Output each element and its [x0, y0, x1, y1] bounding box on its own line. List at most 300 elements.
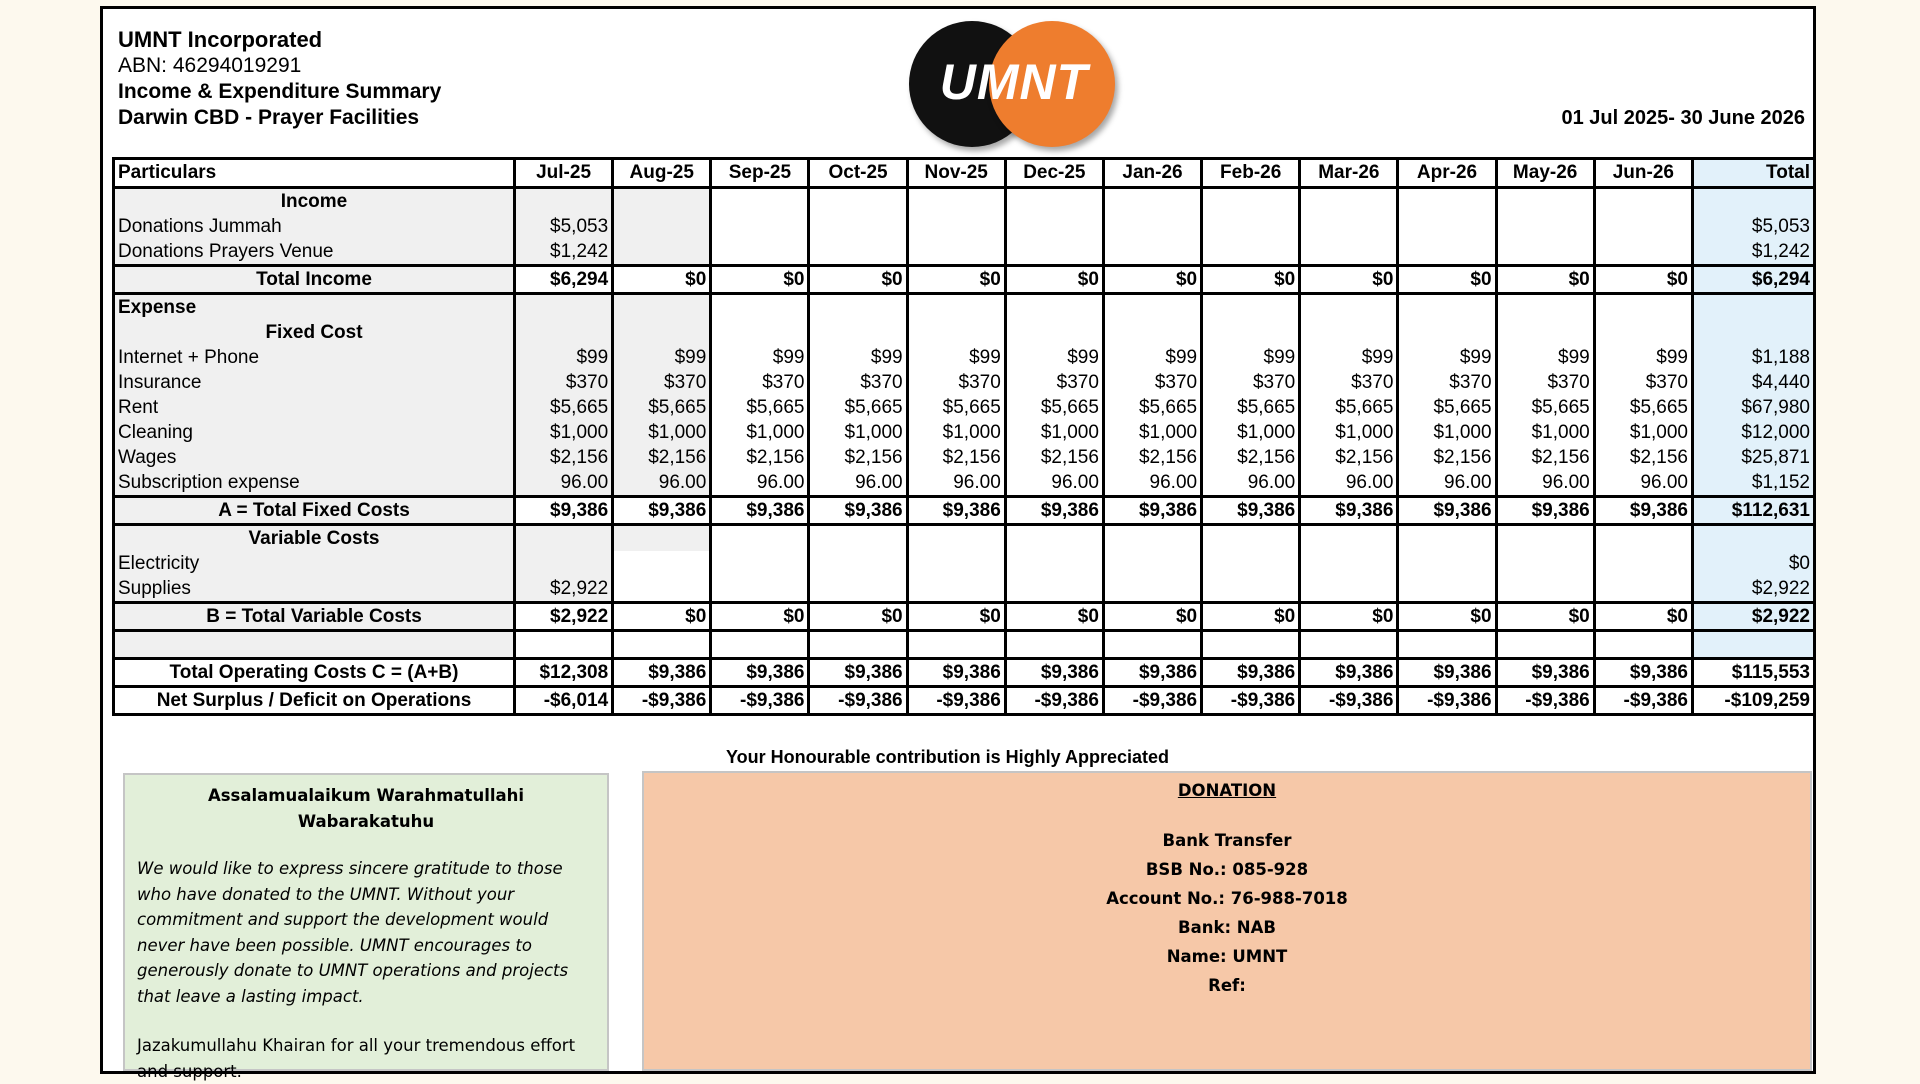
- total-cell: [1693, 631, 1815, 659]
- value-cell: [1496, 239, 1594, 266]
- value-cell: [711, 631, 809, 659]
- row-label: Total Income: [114, 266, 515, 294]
- value-cell: [809, 525, 907, 552]
- row-label: [114, 631, 515, 659]
- table-row: [114, 395, 1815, 420]
- value-cell: $99: [515, 345, 613, 370]
- value-cell: -$6,014: [515, 687, 613, 715]
- table-row: [114, 370, 1815, 395]
- value-cell: [1496, 320, 1594, 345]
- donation-account: Account No.: 76-988-7018: [1106, 889, 1348, 908]
- value-cell: [1005, 576, 1103, 603]
- value-cell: $9,386: [711, 659, 809, 687]
- value-cell: $9,386: [809, 497, 907, 525]
- value-cell: [1496, 188, 1594, 215]
- value-cell: [1300, 525, 1398, 552]
- value-cell: $5,665: [1300, 395, 1398, 420]
- value-cell: [711, 188, 809, 215]
- value-cell: [1594, 320, 1692, 345]
- total-cell: [1693, 294, 1815, 321]
- row-label: A = Total Fixed Costs: [114, 497, 515, 525]
- value-cell: [613, 320, 711, 345]
- value-cell: $2,156: [1202, 445, 1300, 470]
- value-cell: $0: [1005, 266, 1103, 294]
- value-cell: $99: [1005, 345, 1103, 370]
- value-cell: [1300, 188, 1398, 215]
- greeting-box: [123, 773, 609, 1081]
- value-cell: [613, 576, 711, 603]
- value-cell: [613, 188, 711, 215]
- value-cell: $5,665: [1005, 395, 1103, 420]
- table-row: [114, 294, 1815, 321]
- value-cell: $0: [809, 603, 907, 631]
- value-cell: $1,000: [515, 420, 613, 445]
- value-cell: [1398, 294, 1496, 321]
- value-cell: $1,000: [1398, 420, 1496, 445]
- total-cell: [1693, 320, 1815, 345]
- table-row: [114, 631, 1815, 659]
- value-cell: -$9,386: [711, 687, 809, 715]
- value-cell: $0: [1300, 266, 1398, 294]
- value-cell: $9,386: [1496, 497, 1594, 525]
- value-cell: [809, 294, 907, 321]
- value-cell: $2,156: [809, 445, 907, 470]
- value-cell: [1300, 214, 1398, 239]
- value-cell: 96.00: [907, 470, 1005, 497]
- value-cell: $9,386: [1398, 497, 1496, 525]
- value-cell: [515, 320, 613, 345]
- value-cell: $0: [1496, 266, 1594, 294]
- value-cell: $1,000: [1594, 420, 1692, 445]
- value-cell: [515, 525, 613, 552]
- value-cell: $1,000: [711, 420, 809, 445]
- value-cell: -$9,386: [1398, 687, 1496, 715]
- value-cell: [1103, 320, 1201, 345]
- value-cell: [613, 631, 711, 659]
- value-cell: [1398, 551, 1496, 576]
- total-cell: [1693, 525, 1815, 552]
- table-row: [114, 497, 1815, 525]
- value-cell: $5,665: [1398, 395, 1496, 420]
- value-cell: 96.00: [1300, 470, 1398, 497]
- value-cell: $0: [907, 603, 1005, 631]
- value-cell: [1202, 294, 1300, 321]
- value-cell: $1,000: [613, 420, 711, 445]
- value-cell: [1202, 239, 1300, 266]
- value-cell: $99: [1398, 345, 1496, 370]
- value-cell: [613, 239, 711, 266]
- value-cell: [711, 576, 809, 603]
- value-cell: $5,665: [515, 395, 613, 420]
- value-cell: $0: [1398, 266, 1496, 294]
- value-cell: $1,000: [1005, 420, 1103, 445]
- donation-details: [644, 826, 1810, 1000]
- total-cell: $12,000: [1693, 420, 1815, 445]
- value-cell: $370: [613, 370, 711, 395]
- value-cell: $0: [1300, 603, 1398, 631]
- column-header-aug-25: Aug-25: [613, 159, 711, 188]
- total-cell: -$109,259: [1693, 687, 1815, 715]
- total-cell: $25,871: [1693, 445, 1815, 470]
- value-cell: [1202, 525, 1300, 552]
- column-header-nov-25: Nov-25: [907, 159, 1005, 188]
- logo-text: UMNT: [939, 54, 1089, 110]
- value-cell: [613, 214, 711, 239]
- value-cell: $5,665: [1594, 395, 1692, 420]
- value-cell: $9,386: [1496, 659, 1594, 687]
- value-cell: -$9,386: [1300, 687, 1398, 715]
- value-cell: [1594, 525, 1692, 552]
- value-cell: [711, 239, 809, 266]
- value-cell: $99: [907, 345, 1005, 370]
- value-cell: $9,386: [1005, 659, 1103, 687]
- abn: ABN: 46294019291: [118, 54, 302, 77]
- value-cell: [1496, 631, 1594, 659]
- value-cell: [1202, 576, 1300, 603]
- value-cell: $2,922: [515, 603, 613, 631]
- column-header-jan-26: Jan-26: [1103, 159, 1201, 188]
- value-cell: [515, 294, 613, 321]
- value-cell: 96.00: [613, 470, 711, 497]
- value-cell: [1398, 525, 1496, 552]
- value-cell: $9,386: [1103, 497, 1201, 525]
- value-cell: [711, 214, 809, 239]
- greeting-heading: Assalamualaikum Warahmatullahi Wabarakatuhu: [207, 786, 525, 831]
- value-cell: [1398, 214, 1496, 239]
- value-cell: [907, 576, 1005, 603]
- total-cell: $112,631: [1693, 497, 1815, 525]
- value-cell: [907, 214, 1005, 239]
- value-cell: [907, 320, 1005, 345]
- value-cell: $0: [1005, 603, 1103, 631]
- value-cell: $9,386: [1300, 659, 1398, 687]
- row-label: Subscription expense: [114, 470, 515, 497]
- value-cell: -$9,386: [1594, 687, 1692, 715]
- value-cell: $9,386: [1594, 659, 1692, 687]
- value-cell: $1,242: [515, 239, 613, 266]
- value-cell: [1594, 188, 1692, 215]
- total-cell: $1,188: [1693, 345, 1815, 370]
- value-cell: [1202, 631, 1300, 659]
- value-cell: [1103, 551, 1201, 576]
- total-cell: $67,980: [1693, 395, 1815, 420]
- value-cell: $2,156: [1300, 445, 1398, 470]
- donation-name: Name: UMNT: [1166, 947, 1288, 966]
- row-label: Rent: [114, 395, 515, 420]
- donation-bsb: BSB No.: 085-928: [1145, 860, 1309, 879]
- value-cell: [1496, 551, 1594, 576]
- value-cell: [1300, 239, 1398, 266]
- column-header-sep-25: Sep-25: [711, 159, 809, 188]
- value-cell: $99: [1103, 345, 1201, 370]
- value-cell: $99: [613, 345, 711, 370]
- value-cell: -$9,386: [809, 687, 907, 715]
- value-cell: $99: [1594, 345, 1692, 370]
- value-cell: [809, 631, 907, 659]
- value-cell: $12,308: [515, 659, 613, 687]
- donation-box: [642, 771, 1812, 1071]
- table-row: [114, 266, 1815, 294]
- value-cell: $2,156: [907, 445, 1005, 470]
- value-cell: [711, 525, 809, 552]
- row-label: Internet + Phone: [114, 345, 515, 370]
- value-cell: [907, 188, 1005, 215]
- value-cell: 96.00: [1496, 470, 1594, 497]
- table-row: [114, 320, 1815, 345]
- value-cell: $370: [1300, 370, 1398, 395]
- table-row: [114, 525, 1815, 552]
- row-label: Donations Prayers Venue: [114, 239, 515, 266]
- value-cell: [1005, 551, 1103, 576]
- value-cell: $99: [1496, 345, 1594, 370]
- value-cell: $6,294: [515, 266, 613, 294]
- value-cell: [1005, 188, 1103, 215]
- value-cell: [907, 239, 1005, 266]
- value-cell: $0: [711, 266, 809, 294]
- value-cell: [515, 551, 613, 576]
- value-cell: $5,665: [1103, 395, 1201, 420]
- row-label: Fixed Cost: [114, 320, 515, 345]
- value-cell: [711, 294, 809, 321]
- column-header-oct-25: Oct-25: [809, 159, 907, 188]
- donation-method: Bank Transfer: [1162, 831, 1292, 850]
- value-cell: $2,156: [1594, 445, 1692, 470]
- total-cell: $2,922: [1693, 576, 1815, 603]
- table-header-row: [114, 159, 1815, 188]
- value-cell: [809, 239, 907, 266]
- value-cell: [1005, 239, 1103, 266]
- value-cell: [1103, 525, 1201, 552]
- donation-bank: Bank: NAB: [1178, 918, 1276, 937]
- company-block: [118, 27, 441, 131]
- value-cell: [1594, 631, 1692, 659]
- value-cell: $0: [809, 266, 907, 294]
- value-cell: [1594, 239, 1692, 266]
- row-label: Variable Costs: [114, 525, 515, 552]
- value-cell: $5,665: [1496, 395, 1594, 420]
- value-cell: [1398, 239, 1496, 266]
- total-cell: [1693, 188, 1815, 215]
- value-cell: [1496, 525, 1594, 552]
- total-cell: $0: [1693, 551, 1815, 576]
- total-cell: $1,152: [1693, 470, 1815, 497]
- value-cell: $2,156: [1398, 445, 1496, 470]
- table-row: [114, 603, 1815, 631]
- total-cell: $4,440: [1693, 370, 1815, 395]
- total-cell: $115,553: [1693, 659, 1815, 687]
- value-cell: $9,386: [613, 659, 711, 687]
- value-cell: $5,665: [1202, 395, 1300, 420]
- value-cell: $9,386: [1300, 497, 1398, 525]
- row-label: Net Surplus / Deficit on Operations: [114, 687, 515, 715]
- greeting-thanks: Jazakumullahu Khairan for all your tremendous effort and support.: [137, 1036, 576, 1081]
- value-cell: $1,000: [1496, 420, 1594, 445]
- value-cell: $0: [1398, 603, 1496, 631]
- value-cell: [1496, 294, 1594, 321]
- value-cell: [1202, 214, 1300, 239]
- value-cell: $370: [515, 370, 613, 395]
- value-cell: $370: [907, 370, 1005, 395]
- value-cell: [1398, 320, 1496, 345]
- value-cell: $2,156: [1005, 445, 1103, 470]
- value-cell: [1202, 551, 1300, 576]
- umnt-logo: [907, 15, 1137, 155]
- value-cell: [1005, 214, 1103, 239]
- value-cell: $9,386: [907, 497, 1005, 525]
- value-cell: $2,156: [1496, 445, 1594, 470]
- value-cell: $2,922: [515, 576, 613, 603]
- value-cell: [1103, 576, 1201, 603]
- value-cell: $2,156: [1103, 445, 1201, 470]
- row-label: Cleaning: [114, 420, 515, 445]
- value-cell: [1594, 576, 1692, 603]
- report-period: 01 Jul 2025- 30 June 2026: [1561, 107, 1805, 129]
- value-cell: $0: [1103, 603, 1201, 631]
- value-cell: [1300, 551, 1398, 576]
- value-cell: $0: [613, 603, 711, 631]
- value-cell: [809, 320, 907, 345]
- value-cell: $370: [1594, 370, 1692, 395]
- value-cell: -$9,386: [1202, 687, 1300, 715]
- column-header-jun-26: Jun-26: [1594, 159, 1692, 188]
- value-cell: $9,386: [515, 497, 613, 525]
- value-cell: $370: [1103, 370, 1201, 395]
- column-header-particulars: Particulars: [114, 159, 515, 188]
- value-cell: [1005, 631, 1103, 659]
- row-label: Insurance: [114, 370, 515, 395]
- company-name: UMNT Incorporated: [118, 27, 323, 52]
- value-cell: [1594, 551, 1692, 576]
- value-cell: $0: [1103, 266, 1201, 294]
- value-cell: [907, 525, 1005, 552]
- total-cell: $2,922: [1693, 603, 1815, 631]
- summary-sheet: [100, 6, 1816, 1081]
- value-cell: [515, 631, 613, 659]
- row-label: Expense: [114, 294, 515, 321]
- value-cell: -$9,386: [1005, 687, 1103, 715]
- table-row: [114, 239, 1815, 266]
- column-header-apr-26: Apr-26: [1398, 159, 1496, 188]
- value-cell: $0: [907, 266, 1005, 294]
- value-cell: $370: [1202, 370, 1300, 395]
- total-cell: $6,294: [1693, 266, 1815, 294]
- total-cell: $5,053: [1693, 214, 1815, 239]
- value-cell: [711, 551, 809, 576]
- row-label: Wages: [114, 445, 515, 470]
- table-row: [114, 214, 1815, 239]
- value-cell: [1496, 576, 1594, 603]
- column-header-total: Total: [1693, 159, 1815, 188]
- location: Darwin CBD - Prayer Facilities: [118, 106, 420, 129]
- value-cell: [1398, 188, 1496, 215]
- value-cell: -$9,386: [1103, 687, 1201, 715]
- value-cell: $1,000: [1103, 420, 1201, 445]
- value-cell: $9,386: [907, 659, 1005, 687]
- value-cell: [809, 576, 907, 603]
- value-cell: $99: [1202, 345, 1300, 370]
- value-cell: [1300, 576, 1398, 603]
- value-cell: [613, 294, 711, 321]
- value-cell: $0: [1202, 266, 1300, 294]
- value-cell: $1,000: [1202, 420, 1300, 445]
- value-cell: -$9,386: [907, 687, 1005, 715]
- value-cell: $5,053: [515, 214, 613, 239]
- value-cell: $2,156: [613, 445, 711, 470]
- value-cell: $370: [1398, 370, 1496, 395]
- value-cell: $9,386: [1398, 659, 1496, 687]
- value-cell: [1202, 188, 1300, 215]
- value-cell: 96.00: [1594, 470, 1692, 497]
- value-cell: [1594, 294, 1692, 321]
- column-header-dec-25: Dec-25: [1005, 159, 1103, 188]
- column-header-jul-25: Jul-25: [515, 159, 613, 188]
- value-cell: [1103, 294, 1201, 321]
- row-label: Income: [114, 188, 515, 215]
- value-cell: [711, 320, 809, 345]
- value-cell: [1005, 320, 1103, 345]
- report-title: Income & Expenditure Summary: [118, 80, 442, 103]
- value-cell: [809, 188, 907, 215]
- column-header-feb-26: Feb-26: [1202, 159, 1300, 188]
- donation-title: DONATION: [1177, 781, 1277, 800]
- total-cell: $1,242: [1693, 239, 1815, 266]
- value-cell: $0: [711, 603, 809, 631]
- table-row: [114, 551, 1815, 576]
- value-cell: -$9,386: [613, 687, 711, 715]
- value-cell: $370: [711, 370, 809, 395]
- value-cell: [613, 551, 711, 576]
- value-cell: [1103, 631, 1201, 659]
- value-cell: $5,665: [711, 395, 809, 420]
- value-cell: [907, 551, 1005, 576]
- value-cell: [515, 188, 613, 215]
- value-cell: [907, 294, 1005, 321]
- value-cell: $99: [1300, 345, 1398, 370]
- value-cell: [1300, 294, 1398, 321]
- value-cell: [809, 551, 907, 576]
- value-cell: [1300, 631, 1398, 659]
- value-cell: 96.00: [1398, 470, 1496, 497]
- greeting-body: We would like to express sincere gratitude to those who have donated to the UMNT. Without your commitment and support the development would never have been possible. UMNT encourages to generously donate to UMNT operations and projects that leave a lasting impact.: [137, 859, 569, 1006]
- row-label: B = Total Variable Costs: [114, 603, 515, 631]
- value-cell: $9,386: [613, 497, 711, 525]
- value-cell: $1,000: [1300, 420, 1398, 445]
- value-cell: [1202, 320, 1300, 345]
- column-header-mar-26: Mar-26: [1300, 159, 1398, 188]
- value-cell: [1496, 214, 1594, 239]
- value-cell: $9,386: [809, 659, 907, 687]
- table-row: [114, 445, 1815, 470]
- value-cell: [613, 525, 711, 552]
- financial-table: [112, 157, 1816, 716]
- value-cell: $370: [1005, 370, 1103, 395]
- value-cell: [1103, 214, 1201, 239]
- value-cell: $9,386: [1202, 497, 1300, 525]
- value-cell: 96.00: [515, 470, 613, 497]
- appeal-text: Your Honourable contribution is Highly Appreciated: [726, 747, 1170, 767]
- value-cell: $1,000: [907, 420, 1005, 445]
- table-row: [114, 188, 1815, 215]
- row-label: Electricity: [114, 551, 515, 576]
- row-label: Total Operating Costs C = (A+B): [114, 659, 515, 687]
- value-cell: 96.00: [1103, 470, 1201, 497]
- value-cell: [809, 214, 907, 239]
- value-cell: 96.00: [809, 470, 907, 497]
- value-cell: $9,386: [1594, 497, 1692, 525]
- table-row: [114, 576, 1815, 603]
- row-label: Supplies: [114, 576, 515, 603]
- value-cell: $9,386: [1103, 659, 1201, 687]
